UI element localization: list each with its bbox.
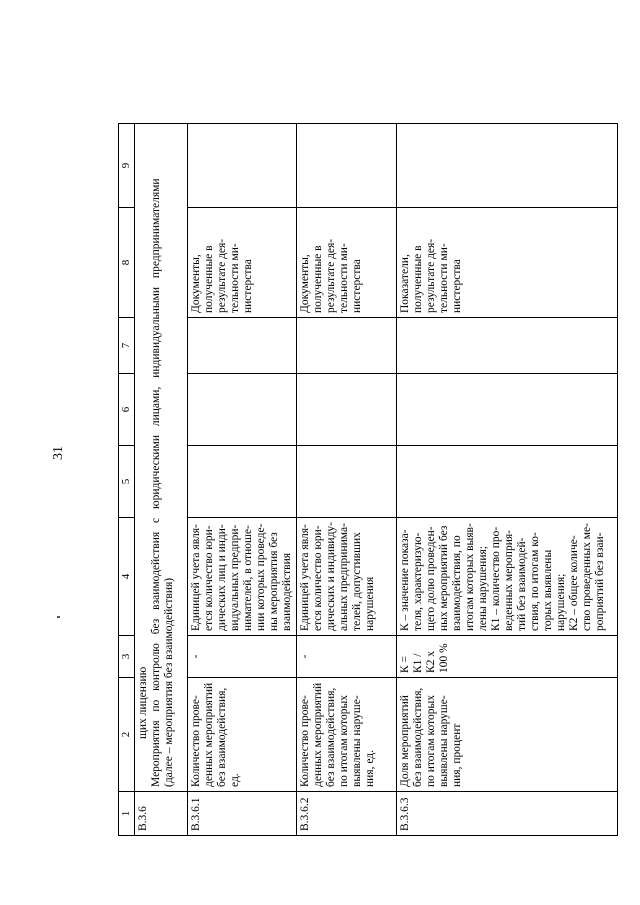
- page-number: 31: [51, 446, 66, 460]
- col-header-5: 5: [119, 446, 135, 518]
- table-row: [397, 124, 618, 836]
- row-col6: [188, 374, 297, 446]
- indicator-table: [118, 123, 618, 836]
- row-col9: [397, 124, 618, 208]
- row-source: Документы, полученные в результате дея- тельности ми- нистерства: [297, 208, 397, 318]
- row-col7: [188, 318, 297, 374]
- col-header-7: 7: [119, 318, 135, 374]
- row-col9: [297, 124, 397, 208]
- row-source: Показатели, полученные в результате дея- тельности ми- нистерства: [397, 208, 618, 318]
- rotated-table-wrapper: [118, 124, 618, 836]
- table-row: [297, 124, 397, 836]
- col-header-4: 4: [119, 518, 135, 636]
- col-header-2: 2: [119, 678, 135, 792]
- col-header-3: 3: [119, 636, 135, 678]
- col-header-1: 1: [119, 792, 135, 836]
- row-formula: -: [297, 636, 397, 678]
- row-col7: [297, 318, 397, 374]
- row-indicator-name: Количество прове- денных мероприятий без взаимодействия, по итогам которых выявлены наруше- ния, ед.: [297, 678, 397, 792]
- section-row: [135, 124, 188, 836]
- row-method: Единицей учета явля- ется количество юри- дических лиц и инди- видуальных предпри- нимателей, в отноше- нии которых проведе- ны мероприятия без взаимодействия: [188, 518, 297, 636]
- column-number-row: [119, 124, 135, 836]
- col-header-6: 6: [119, 374, 135, 446]
- row-code: В.3.6.3: [397, 792, 618, 836]
- row-source: Документы, полученные в результате дея- тельности ми- нистерства: [188, 208, 297, 318]
- row-method: Единицей учета явля- ется количество юри- дических и индивиду- альных предпринима- телей, допустивших нарушения: [297, 518, 397, 636]
- row-col6: [397, 374, 618, 446]
- col-header-8: 8: [119, 208, 135, 318]
- section-subtitle: (далее – мероприятия без взаимодействия): [163, 577, 175, 787]
- scan-speck: [57, 616, 60, 618]
- section-title-cell: [135, 124, 188, 792]
- row-formula: К = К1 / К2 х 100 %: [397, 636, 618, 678]
- row-col7: [397, 318, 618, 374]
- section-code: В.3.6: [135, 792, 188, 836]
- row-col6: [297, 374, 397, 446]
- section-prev-text: щих лицензию: [137, 666, 149, 739]
- row-col5: [297, 446, 397, 518]
- row-code: В.3.6.2: [297, 792, 397, 836]
- row-col5: [397, 446, 618, 518]
- col-header-9: 9: [119, 124, 135, 208]
- row-col9: [188, 124, 297, 208]
- row-method: К – значение показа- теля, характеризую- щего долю проведен- ных мероприятий без взаимодействия, по итогам которых выяв- лены нарушения; К1 – количество про- веденных мероприя- тий без взаимодей- ствия, по итогам ко- торых выявлены нарушения; К2 – общее количе- ство проведенных ме- роприятий без взаи-: [397, 518, 618, 636]
- row-formula: -: [188, 636, 297, 678]
- row-col5: [188, 446, 297, 518]
- row-code: В.3.6.1: [188, 792, 297, 836]
- table-row: [188, 124, 297, 836]
- row-indicator-name: Доля мероприятий без взаимодействия, по итогам которых выявлены наруше- ния, процент: [397, 678, 618, 792]
- row-indicator-name: Количество прове- денных мероприятий без взаимодействия, ед.: [188, 678, 297, 792]
- section-title: Мероприятия по контролю без взаимодействия с юридическими лицами, индивидуальными предпринимателями: [150, 178, 162, 787]
